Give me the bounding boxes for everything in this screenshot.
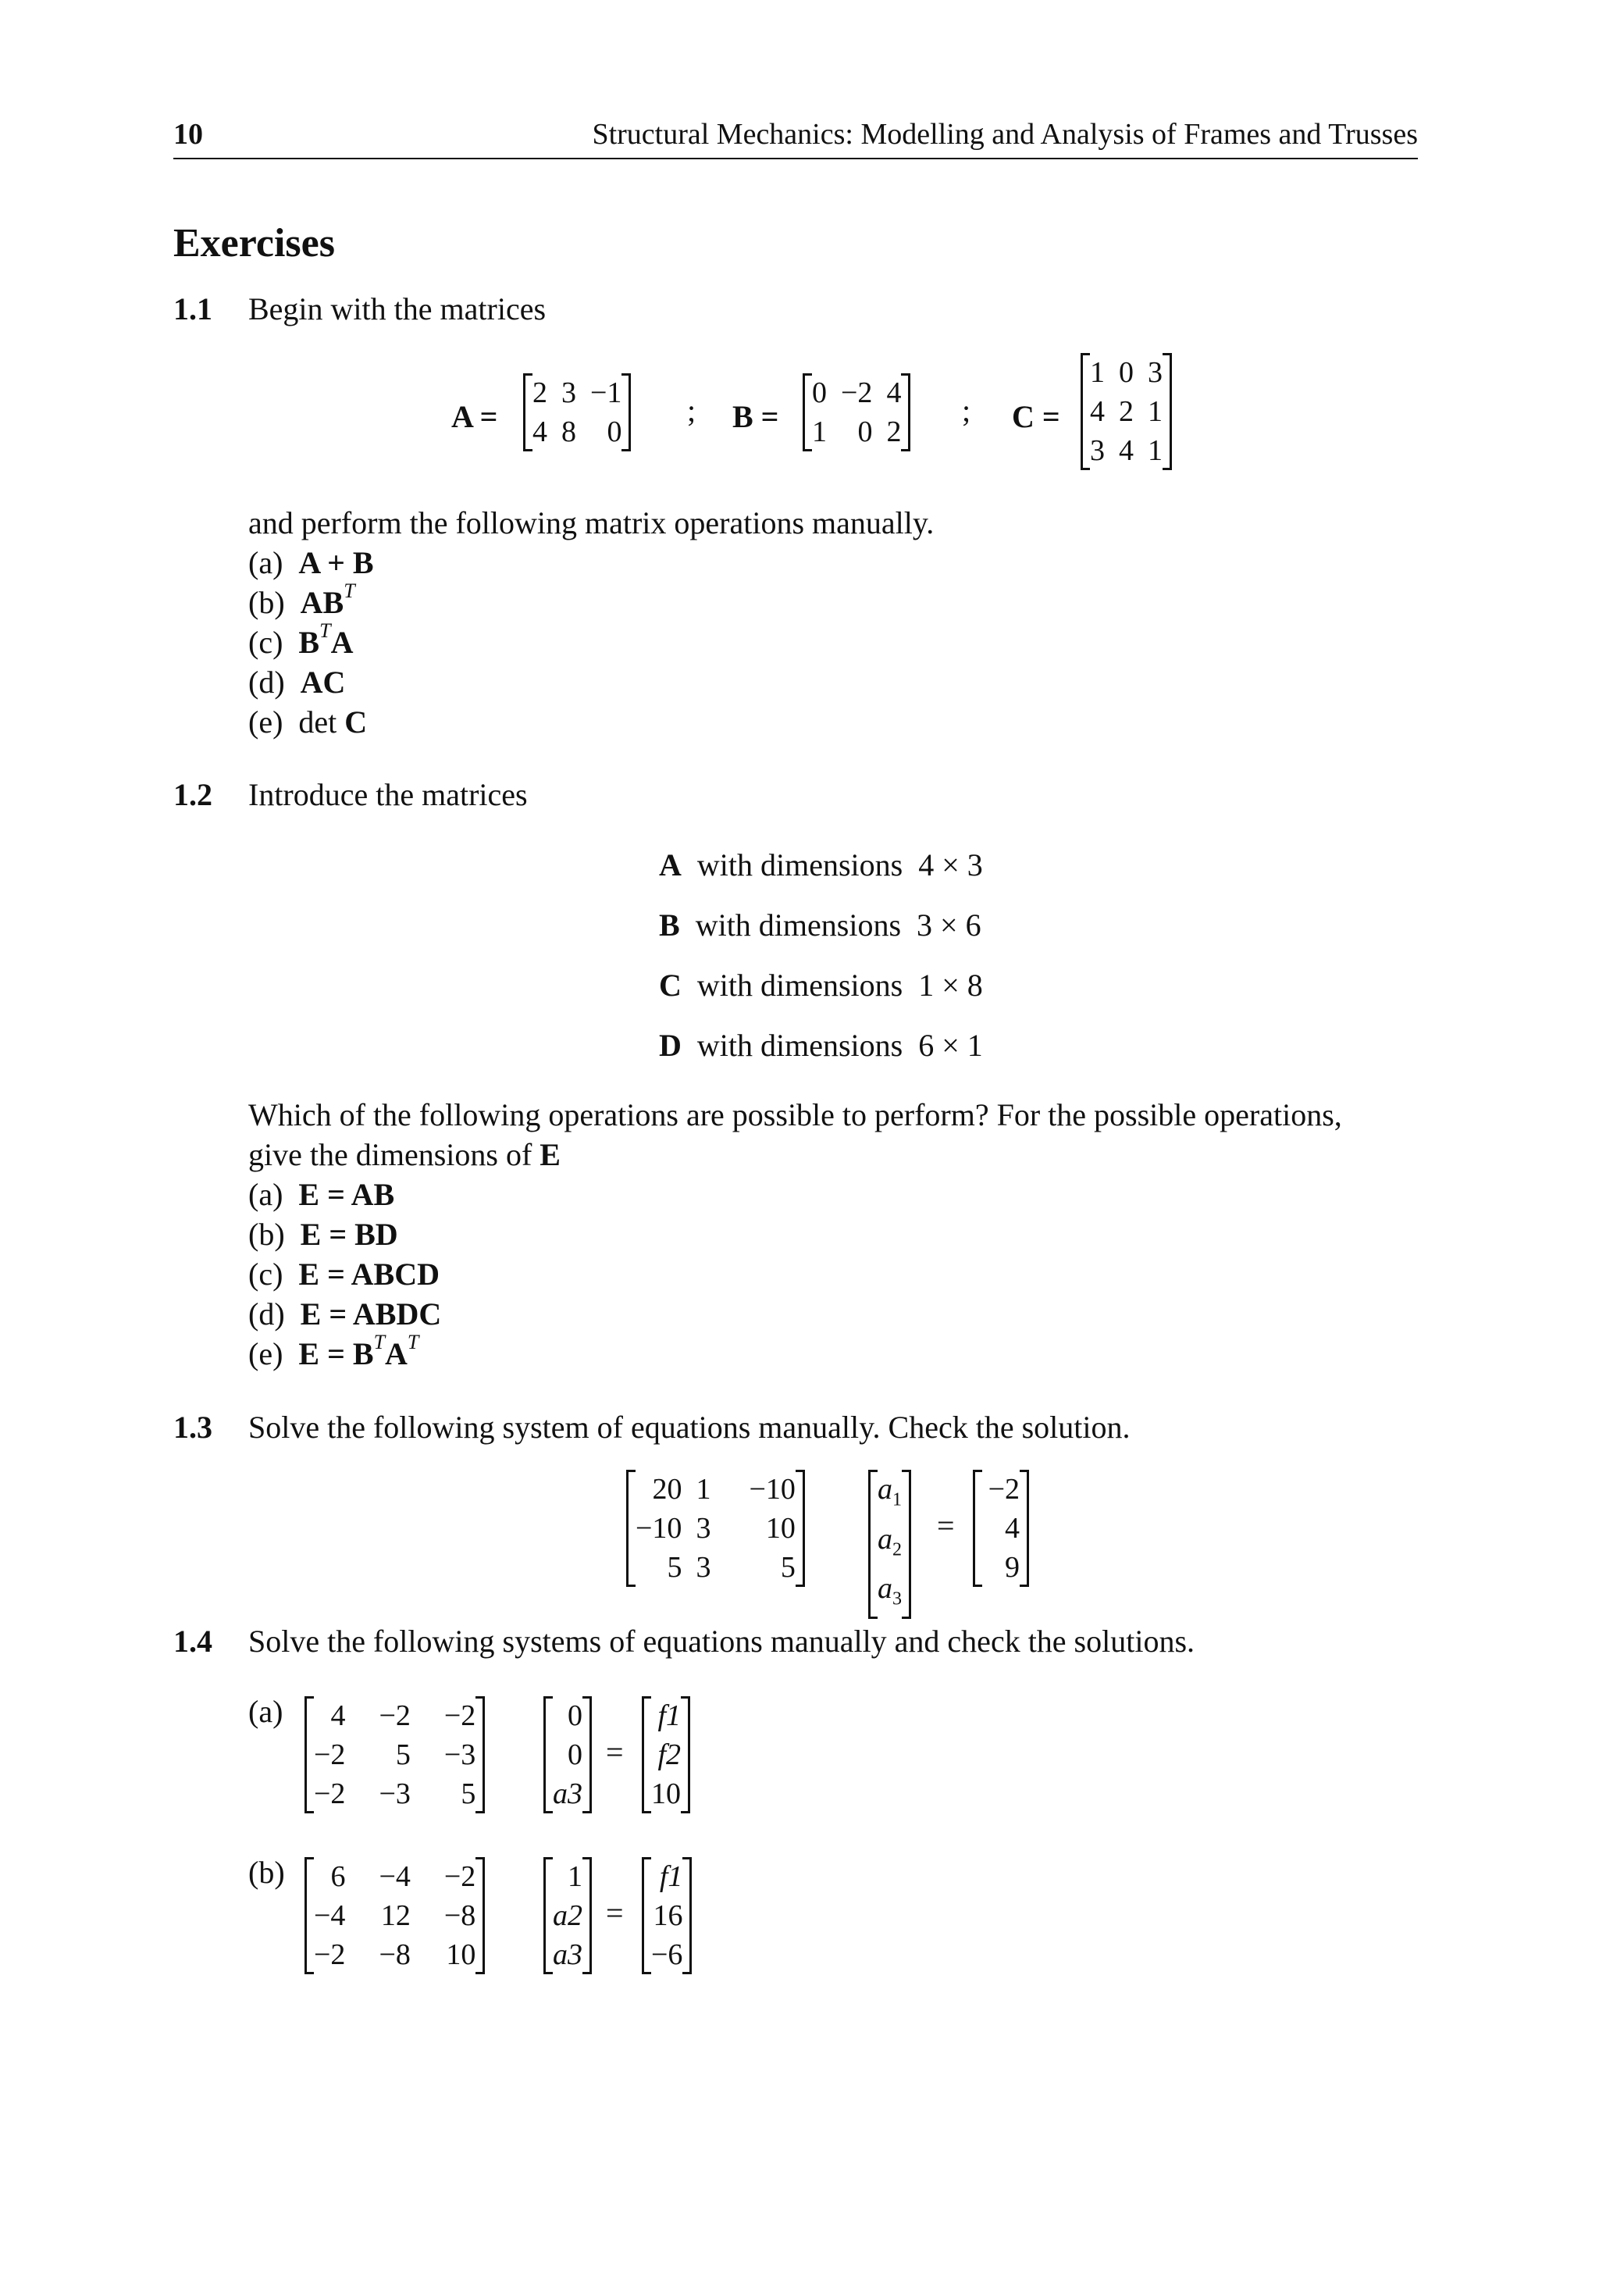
matrix-cell: −10 [749, 1473, 796, 1506]
matrix-cell: 2 [1119, 395, 1134, 428]
exercise-number: 1.4 [173, 1624, 212, 1659]
matrix-cell: $a_2$ [878, 1522, 902, 1560]
matrix-c [1081, 353, 1172, 470]
matrix-cell: 1 [1148, 434, 1163, 467]
matrix-cell: 16 [653, 1899, 683, 1932]
matrix-cell: f1 [657, 1699, 681, 1732]
matrix-cell: 4 [1090, 395, 1105, 428]
separator: ; [687, 393, 696, 428]
matrix-cell: −2 [314, 1777, 346, 1810]
equals-sign: = [606, 1734, 624, 1770]
matrix-cell: 5 [461, 1777, 476, 1810]
load-vector [642, 1696, 690, 1813]
load-vector [973, 1470, 1029, 1587]
matrix-cell: 3 [561, 376, 576, 409]
list-item: (c) $B^TA$ [248, 619, 354, 660]
matrix-cell: 4 [1005, 1512, 1020, 1545]
matrix-cell: 2 [532, 376, 547, 409]
list-item: (d) AC [248, 665, 346, 700]
exercise-number: 1.3 [173, 1410, 212, 1445]
matrix-label-b: B = [732, 399, 779, 434]
matrix-cell: f2 [657, 1738, 681, 1771]
matrix-cell: 0 [607, 415, 622, 448]
matrix-cell: 3 [1148, 356, 1163, 389]
list-item: (b) E = BD [248, 1217, 398, 1252]
list-item: (e) det C [248, 704, 368, 740]
exercise-text: and perform the following matrix operations manually. [248, 505, 935, 540]
operation-list [248, 544, 374, 743]
dimension-row: B with dimensions 3 × 6 [659, 907, 981, 943]
matrix-cell: −8 [379, 1938, 411, 1971]
list-item: (a) E = AB [248, 1177, 395, 1212]
separator: ; [962, 393, 971, 428]
equals-sign: = [937, 1508, 955, 1543]
matrix-cell: 5 [667, 1551, 682, 1584]
matrix-cell: −2 [988, 1473, 1020, 1506]
matrix-cell: 3 [696, 1551, 711, 1584]
matrix-a [523, 373, 631, 451]
operation-list [248, 1176, 441, 1375]
exercise-text: Which of the following operations are possible to perform? For the possible operations, [248, 1097, 1342, 1132]
matrix-cell: −10 [636, 1512, 682, 1545]
exercise-intro: Introduce the matrices [248, 777, 528, 812]
matrix-cell: 1 [568, 1860, 582, 1893]
matrix-cell: 1 [696, 1473, 711, 1506]
list-item: (c) E = ABCD [248, 1257, 440, 1292]
coefficient-matrix [304, 1696, 485, 1813]
matrix-cell: 5 [395, 1738, 411, 1771]
coefficient-matrix [304, 1857, 485, 1974]
matrix-cell: −8 [443, 1899, 476, 1932]
matrix-label-c: C = [1012, 399, 1060, 434]
matrix-cell: −4 [314, 1899, 346, 1932]
exercise-intro: Solve the following system of equations manually. Check the solution. [248, 1410, 1131, 1445]
matrix-cell: −2 [443, 1699, 476, 1732]
exercise-intro: Solve the following systems of equations manually and check the solutions. [248, 1624, 1195, 1659]
header-rule [173, 158, 1418, 159]
matrix-cell: 0 [812, 376, 827, 409]
exercise-intro: Begin with the matrices [248, 291, 547, 326]
matrix-cell: 10 [446, 1938, 476, 1971]
exercise-number: 1.2 [173, 777, 212, 812]
matrix-cell: 4 [1119, 434, 1134, 467]
matrix-cell: f1 [659, 1860, 683, 1893]
matrix-cell: 3 [1090, 434, 1105, 467]
matrix-cell: 0 [857, 415, 873, 448]
matrix-cell: −1 [590, 376, 622, 409]
matrix-cell: $a_3$ [878, 1572, 902, 1610]
matrix-cell: −2 [379, 1699, 411, 1732]
list-item: (a) A + B [248, 545, 374, 580]
matrix-cell: −6 [651, 1938, 683, 1971]
matrix-cell: 4 [330, 1699, 346, 1732]
exercise-text: give the dimensions of E [248, 1137, 561, 1172]
part-label: (b) [248, 1855, 285, 1890]
unknown-vector [543, 1696, 592, 1813]
matrix-cell: −2 [443, 1860, 476, 1893]
matrix-cell: −2 [314, 1938, 346, 1971]
coefficient-matrix [626, 1470, 805, 1587]
matrix-cell: −3 [443, 1738, 476, 1771]
matrix-cell: −2 [841, 376, 873, 409]
matrix-cell: a2 [553, 1899, 582, 1932]
matrix-cell: 10 [765, 1512, 796, 1545]
unknown-vector [543, 1857, 592, 1974]
matrix-cell: 12 [380, 1899, 411, 1932]
matrix-cell: 1 [812, 415, 827, 448]
exercise-number: 1.1 [173, 291, 212, 326]
page-number: 10 [173, 118, 203, 151]
unknown-vector [868, 1470, 911, 1619]
running-title: Structural Mechanics: Modelling and Analysis of Frames and Trusses [592, 118, 1418, 151]
matrix-cell: 20 [652, 1473, 682, 1506]
equals-sign: = [606, 1895, 624, 1931]
matrix-cell: 2 [886, 415, 902, 448]
dimension-row: A with dimensions 4 × 3 [659, 847, 983, 882]
matrix-cell: 3 [696, 1512, 711, 1545]
list-item: (d) E = ABDC [248, 1296, 442, 1332]
list-item: (e) $E = B^TA^T$ [248, 1330, 419, 1371]
matrix-cell: −4 [379, 1860, 411, 1893]
matrix-b [803, 373, 910, 451]
matrix-cell: 1 [1090, 356, 1105, 389]
part-label: (a) [248, 1694, 283, 1729]
matrix-cell: $a_1$ [878, 1473, 902, 1510]
section-title: Exercises [173, 221, 335, 266]
matrix-cell: 8 [561, 415, 576, 448]
matrix-cell: 0 [1119, 356, 1134, 389]
matrix-cell: 0 [568, 1738, 582, 1771]
load-vector [642, 1857, 692, 1974]
matrix-label-a: A = [451, 399, 498, 434]
matrix-cell: −3 [379, 1777, 411, 1810]
matrix-cell: 1 [1148, 395, 1163, 428]
dimension-row: C with dimensions 1 × 8 [659, 968, 983, 1003]
matrix-cell: 5 [780, 1551, 796, 1584]
matrix-cell: 4 [886, 376, 902, 409]
matrix-cell: a3 [553, 1938, 582, 1971]
matrix-cell: a3 [553, 1777, 582, 1810]
dimension-row: D with dimensions 6 × 1 [659, 1028, 983, 1063]
matrix-cell: 6 [330, 1860, 346, 1893]
matrix-cell: −2 [314, 1738, 346, 1771]
matrix-cell: 0 [568, 1699, 582, 1732]
matrix-cell: 4 [532, 415, 547, 448]
matrix-cell: 10 [651, 1777, 681, 1810]
list-item: (b) $AB^T$ [248, 579, 355, 620]
matrix-cell: 9 [1005, 1551, 1020, 1584]
